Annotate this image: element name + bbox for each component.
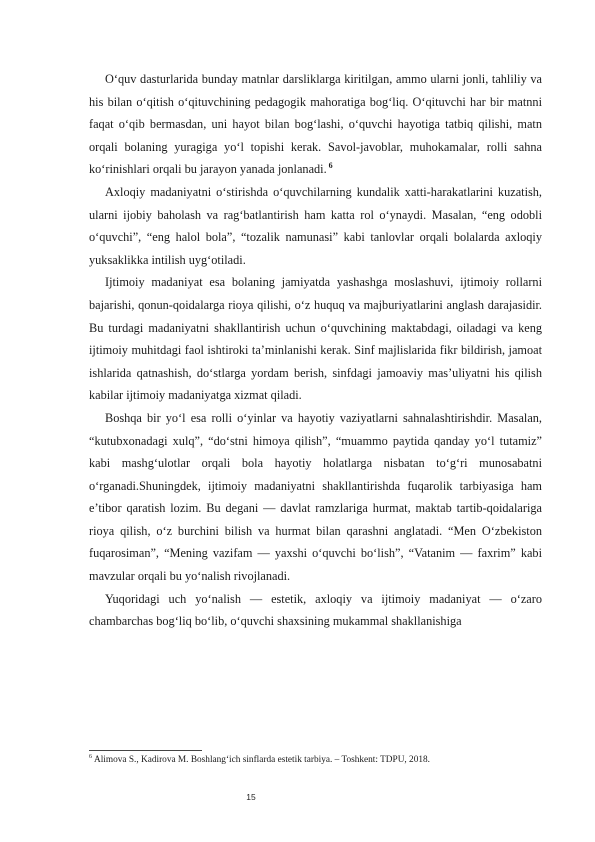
paragraph-moral-culture: Axloqiy madaniyatni o‘stirishda o‘quvchilarning kundalik xatti-harakatlarini kuzatish, ularni ijobiy baholash va rag‘batlantirish ham katta rol o‘ynaydi. Masalan, “eng odobli o‘quvchi”, “eng halol bola”, “tozalik namunasi” kabi tanlovlar orqali bolalarda axloqiy yuksaklikka intilish uyg‘otiladi.: [89, 184, 542, 267]
page-number: 15: [246, 792, 256, 802]
body-text: [89, 68, 542, 633]
footnote-separator: [89, 750, 202, 751]
paragraph-three-directions: Yuqoridagi uch yo‘nalish — estetik, axloqiy va ijtimoiy madaniyat — o‘zaro chambarchas bog‘liq bo‘lib, o‘quvchi shaxsining mukammal shakllanishiga: [89, 591, 542, 629]
paragraph-role-play: Boshqa bir yo‘l esa rolli o‘yinlar va hayotiy vaziyatlarni sahnalashtirishdir. Masalan, “kutubxonadagi xulq”, “do‘stni himoya qilish”, “muammo paytida qanday yo‘l tutamiz” kabi mashg‘ulotlar orqali bola hayotiy holatlarga nisbatan to‘g‘ri munosabatni o‘rganadi.Shuningdek, ijtimoiy madaniyatni shakllantirishda fuqarolik tarbiyasiga ham e’tibor qaratish lozim. Bu degani — davlat ramzlariga hurmat, maktab tartib-qoidalariga rioya qilish, o‘z burchini bilish va hurmat bilan qarashni anglatadi. “Men O‘zbekiston fuqarosiman”, “Mening vazifam — yaxshi o‘quvchi bo‘lish”, “Vatanim — faxrim” kabi mavzular orqali bu yo‘nalish rivojlanadi.: [89, 410, 542, 584]
footnote-reference[interactable]: 6: [328, 161, 333, 171]
paragraph-text: O‘quv dasturlarida bunday matnlar darsliklarga kiritilgan, ammo ularni jonli, tahliliy va his bilan o‘qitish o‘qituvchining pedagogik mahoratiga bog‘liq. O‘qituvchi har bir matnni faqat o‘qib bermasdan, uni hayot bilan bog‘lashi, o‘quvchi hayotiga tatbiq qilishi, matn orqali bolaning yuragiga yo‘l topishi kerak. Savol-javoblar, muhokamalar, rolli sahna ko‘rinishlari orqali bu jarayon yanada jonlanadi.: [89, 72, 542, 177]
footnote-text: Alimova S., Kadirova M. Boshlang‘ich sinflarda estetik tarbiya. – Toshkent: TDPU, 2018.: [94, 755, 430, 765]
paragraph-literary-texts: [89, 68, 542, 181]
footnote: [89, 753, 549, 767]
paragraph-social-culture: Ijtimoiy madaniyat esa bolaning jamiyatda yashashga moslashuvi, ijtimoiy rollarni bajarishi, qonun-qoidalarga rioya qilishi, o‘z huquq va majburiyatlarini anglash darajasidir. Bu turdagi madaniyatni shakllantirish uchun o‘quvchining maktabdagi, oiladagi va keng ijtimoiy muhitdagi faol ishtiroki ta’minlanishi kerak. Sinf majlislarida fikr bildirish, jamoat ishlarida qatnashish, do‘stlarga yordam berish, sinfdagi jamoaviy mas’uliyatni his qilish kabilar ijtimoiy madaniyatga xizmat qiladi.: [89, 275, 542, 403]
footnote-number: 6: [89, 753, 92, 760]
